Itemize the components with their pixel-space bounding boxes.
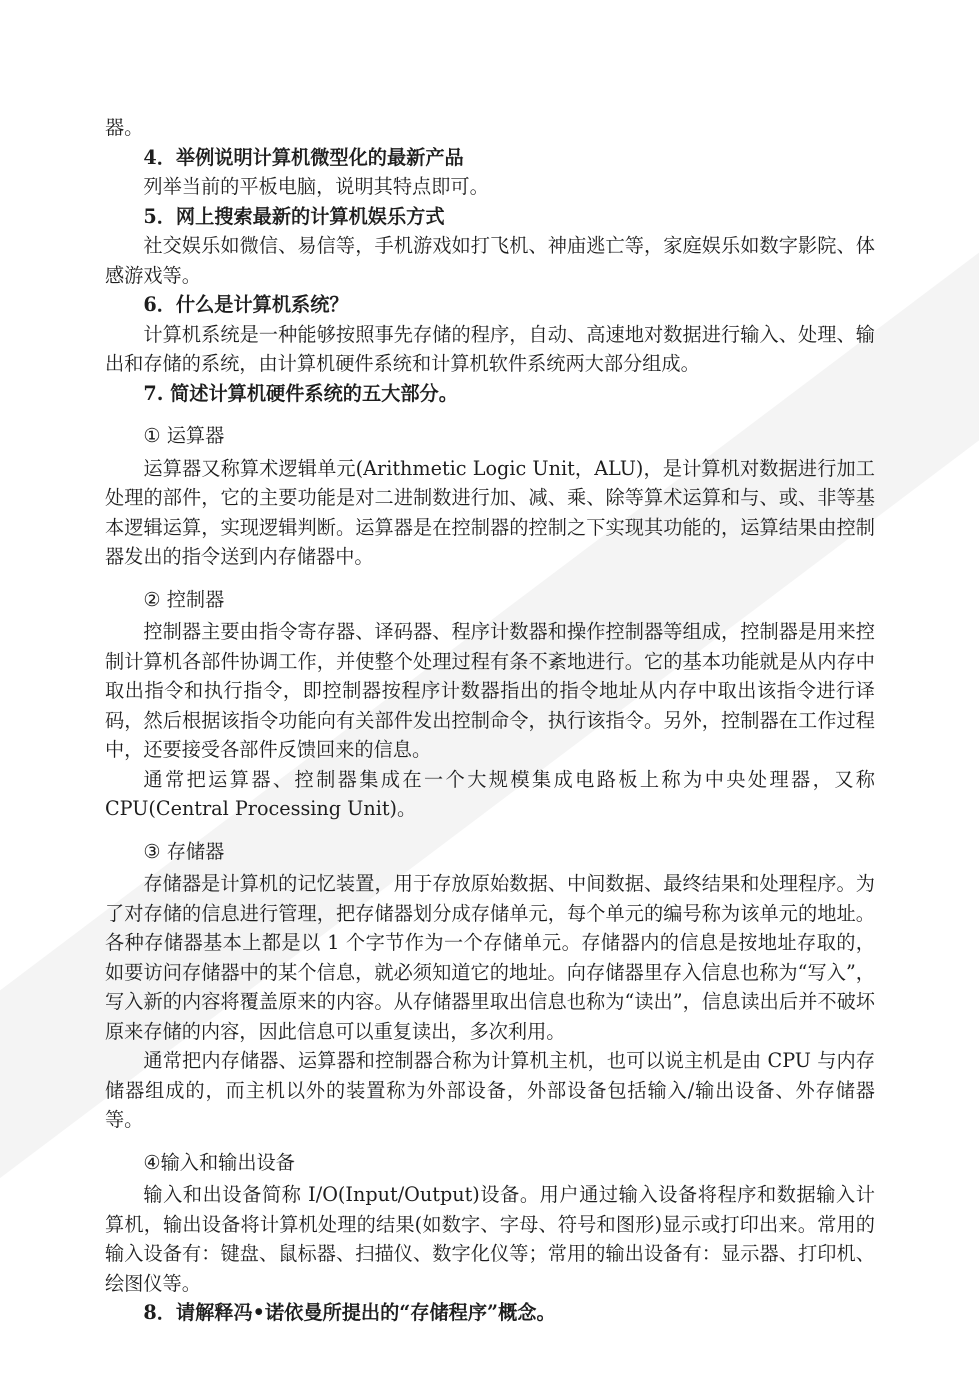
question-heading-8: 8．请解释冯•诺依曼所提出的“存储程序”概念。 <box>143 1301 556 1324</box>
section-heading-controller: ② 控制器 <box>143 587 225 611</box>
continued-text: 器。 <box>105 116 144 139</box>
answer-paragraph: 控制器主要由指令寄存器、译码器、程序计数器和操作控制器等组成，控制器是用来控制计算机各部件协调工作，并使整个处理过程有条不紊地进行。它的基本功能就是从内存中取出指令和执行指令，即控制器按程序计数器指出的指令地址从内存中取出该指令进行译码，然后根据该指令功能向有关部件发出控制命令，执行该指令。另外，控制器在工作过程中，还要接受各部件反馈回来的信息。 <box>105 620 875 761</box>
answer-paragraph: 存储器是计算机的记忆装置，用于存放原始数据、中间数据、最终结果和处理程序。为了对存储的信息进行管理，把存储器划分成存储单元，每个单元的编号称为该单元的地址。各种存储器基本上都是以 1 个字节作为一个存储单元。存储器内的信息是按地址存取的，如要访问存储器中的某个信息，就必须知道它的地址。向存储器里存入信息也称为“写入”，写入新的内容将覆盖原来的内容。从存储器里取出信息也称为“读出”，信息读出后并不破坏原来存储的内容，因此信息可以重复读出，多次利用。 <box>105 872 875 1043</box>
answer-paragraph: 列举当前的平板电脑，说明其特点即可。 <box>143 175 489 198</box>
section-heading-memory: ③ 存储器 <box>143 839 225 863</box>
question-heading-5: 5．网上搜索最新的计算机娱乐方式 <box>143 204 445 228</box>
answer-paragraph: 输入和出设备简称 I/O(Input/Output)设备。用户通过输入设备将程序和数据输入计算机，输出设备将计算机处理的结果(如数字、字母、符号和图形)显示或打印出来。常用的输入设备有：键盘、鼠标器、扫描仪、数字化仪等；常用的输出设备有：显示器、打印机、绘图仪等。 <box>105 1183 875 1295</box>
section-heading-io: ④输入和输出设备 <box>143 1150 295 1174</box>
question-heading-4: 4．举例说明计算机微型化的最新产品 <box>143 145 464 169</box>
question-heading-7: 7. 简述计算机硬件系统的五大部分。 <box>143 381 458 405</box>
answer-paragraph: 计算机系统是一种能够按照事先存储的程序，自动、高速地对数据进行输入、处理、输出和存储的系统，由计算机硬件系统和计算机软件系统两大部分组成。 <box>105 322 875 375</box>
answer-paragraph: 运算器又称算术逻辑单元(Arithmetic Logic Unit，ALU)，是计算机对数据进行加工处理的部件，它的主要功能是对二进制数进行加、减、乘、除等算术运算和与、或、非等基本逻辑运算，实现逻辑判断。运算器是在控制器的控制之下实现其功能的，运算结果由控制器发出的指令送到内存储器中。 <box>105 456 875 568</box>
section-heading-alu: ① 运算器 <box>143 424 225 447</box>
answer-paragraph: 通常把运算器、控制器集成在一个大规模集成电路板上称为中央处理器，又称 CPU(Central Processing Unit)。 <box>105 767 875 820</box>
question-heading-6: 6．什么是计算机系统？ <box>143 293 349 316</box>
answer-paragraph: 通常把内存储器、运算器和控制器合称为计算机主机，也可以说主机是由 CPU 与内存储器组成的，而主机以外的装置称为外部设备，外部设备包括输入/输出设备、外存储器等。 <box>105 1049 875 1131</box>
page-content <box>105 113 875 1328</box>
answer-paragraph: 社交娱乐如微信、易信等，手机游戏如打飞机、神庙逃亡等，家庭娱乐如数字影院、体感游戏等。 <box>105 234 875 287</box>
